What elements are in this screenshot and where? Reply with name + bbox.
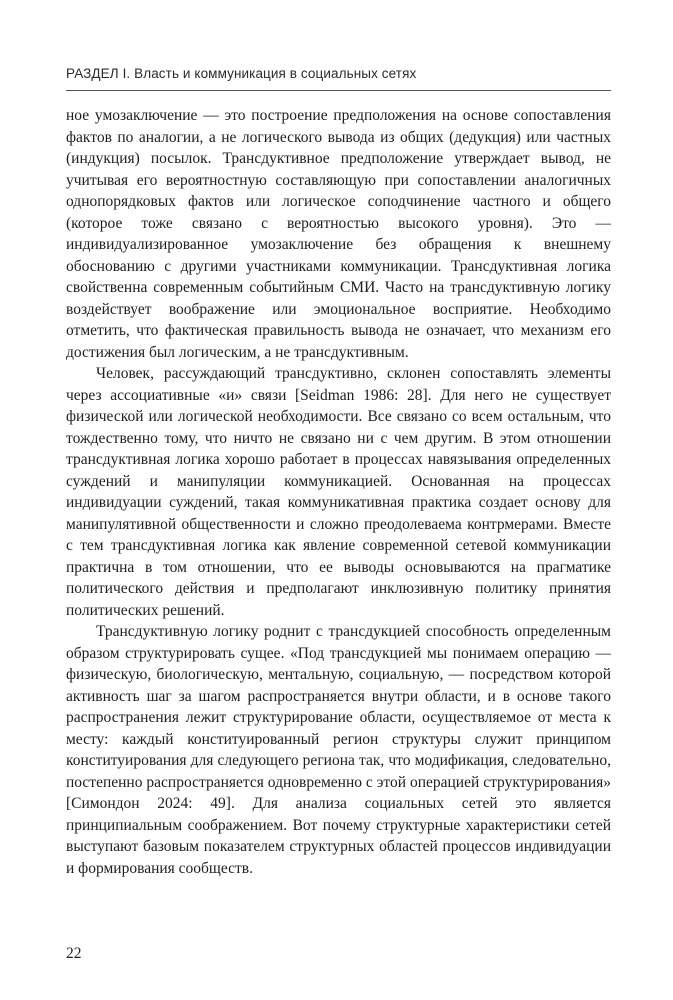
paragraph: Человек, рассуждающий трансдуктивно, склонен сопоставлять элементы через ассоциативные «и» связи [Seidman 1986: 28]. Для него не существует физической или логической необходимости. Все связано со всем остальным, что тождественно тому, что ничто не связано ни с чем другим. В этом отношении трансдуктивная логика хорошо работает в процессах навязывания определенных суждений и манипуляции коммуникацией. Основанная на процессах индивидуации суждений, такая коммуникативная практика создает основу для манипулятивной общественности и сложно преодолеваема контрмерами. Вместе с тем трансдуктивная логика как явление современной сетевой коммуникации практична в том отношении, что ее выводы основываются на прагматике политического действия и предполагают инклюзивную политику принятия политических решений.: [66, 365, 611, 619]
paragraph: Трансдуктивную логику роднит с трансдукцией способность определенным образом структурировать сущее. «Под трансдукцией мы понимаем операцию — физическую, биологическую, ментальную, социальную, — посредством которой активность шаг за шагом распространяется внутри области, и в основе такого распространения лежит структурирование области, осуществляемое от места к месту: каждый конституированный регион структуры служит принципом конституирования для следующего региона так, что модификация, следовательно, постепенно распространяется одновременно с этой операцией структурирования» [Симондон 2024: 49]. Для анализа социальных сетей это является принципиальным соображением. Вот почему структурные характеристики сетей выступают базовым показателем структурных областей процессов индивидуации и формирования сообществ.: [66, 623, 611, 877]
paragraph-continued: ное умозаключение — это построение предположения на основе сопоставления фактов по аналогии, а не логического вывода из общих (дедукция) или частных (индукция) посылок. Трансдуктивное предположение утверждает вывод, не учитывая его вероятностную составляющую при сопоставлении аналогичных однопорядковых фактов или логическое соподчинение частного и общего (которое тоже связано с вероятностью высокого уровня). Это — индивидуализированное умозаключение без обращения к внешнему обоснованию с другими участниками коммуникации. Трансдуктивная логика свойственна современным событийным СМИ. Часто на трансдуктивную логику воздействует воображение или эмоциональное восприятие. Необходимо отметить, что фактическая правильность вывода не означает, что механизм его достижения был логическим, а не трансдуктивным.: [66, 107, 611, 361]
page-number: 22: [66, 945, 82, 962]
header-rule: [66, 90, 611, 91]
main-text: [66, 105, 611, 879]
running-header: РАЗДЕЛ I. Власть и коммуникация в социальных сетях: [66, 66, 417, 81]
